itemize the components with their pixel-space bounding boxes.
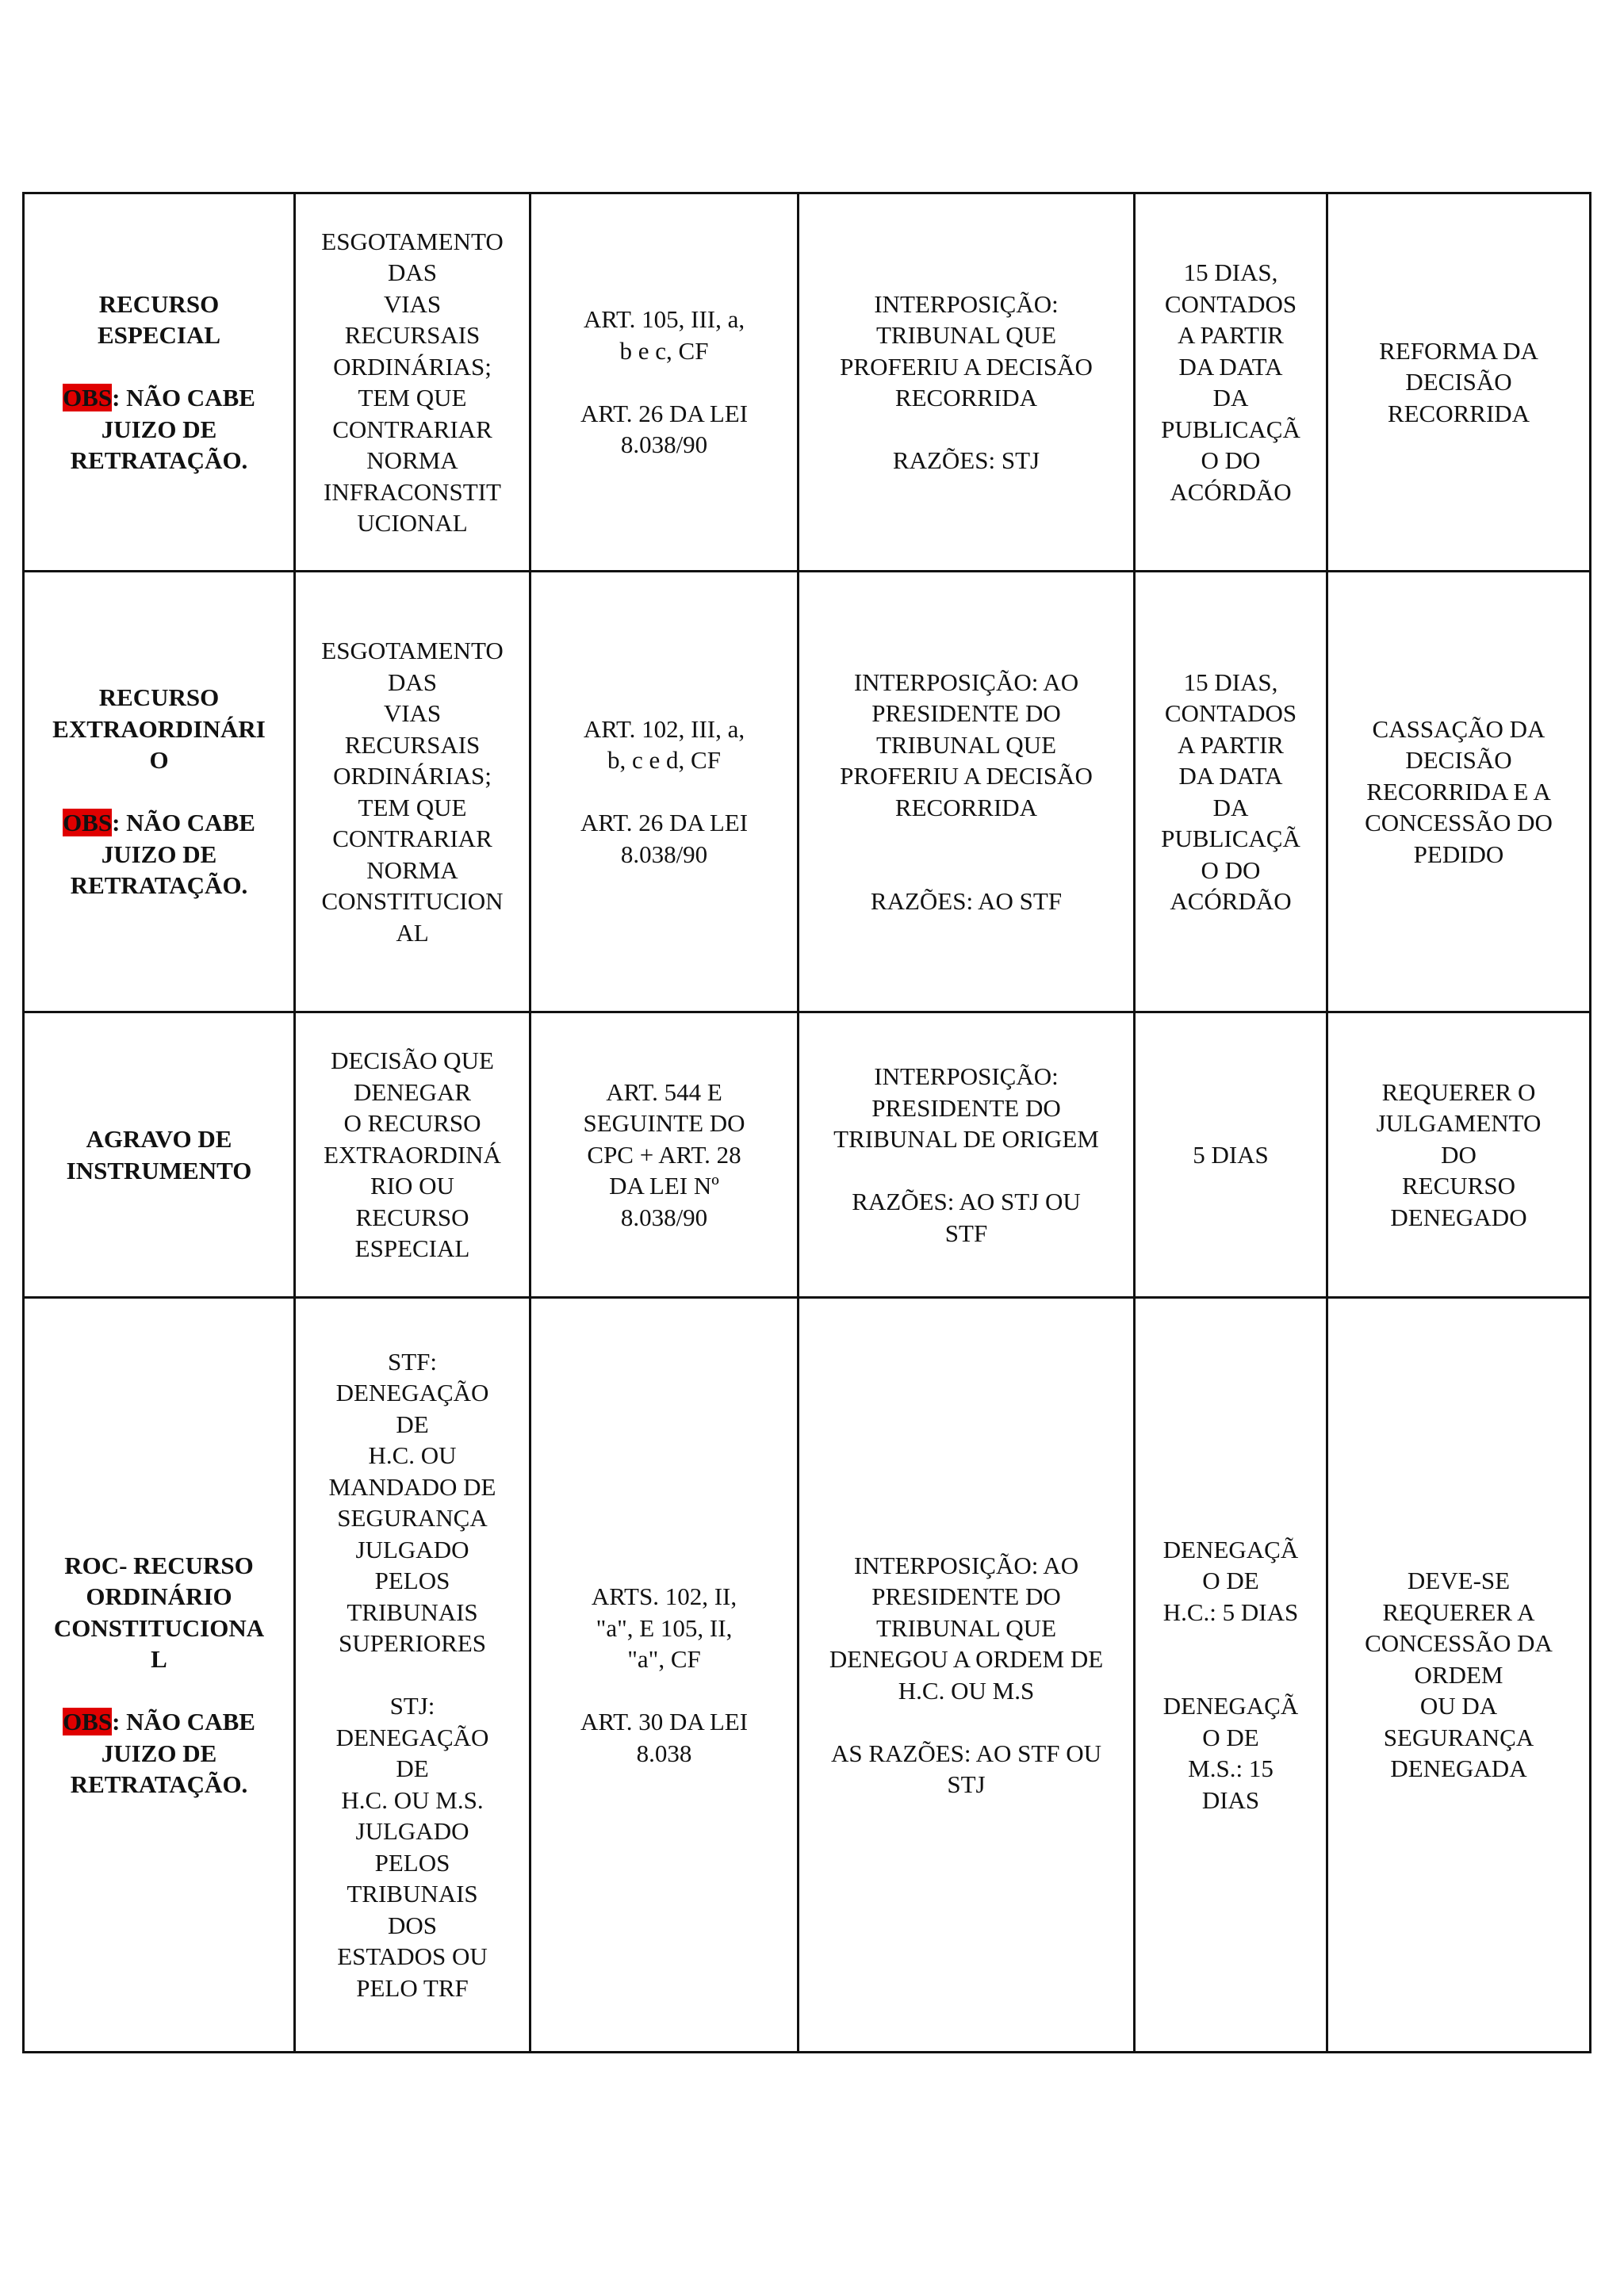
cabimento-cell [295,1012,530,1298]
cell-text-line: REQUERER O [1381,1077,1536,1106]
recursos-table [22,192,1591,2053]
cell-text-line: TRIBUNAL QUE [875,321,1057,349]
pedido-cell [1327,1298,1591,2053]
cell-text-line: TRIBUNAIS [347,1880,478,1908]
cell-text-line: DA DATA [1178,762,1283,790]
cell-text-line: DIAS [1201,1785,1260,1814]
cell-text-line: PRESIDENTE DO [871,1093,1061,1122]
cabimento-cell [295,1298,530,2053]
cell-text-line: OU DA [1419,1692,1498,1720]
cell-text-line: REFORMA DA [1379,336,1538,365]
cell-text-line: CONTRARIAR [332,825,492,852]
cell-text-line: DEVE-SE [1407,1567,1511,1595]
cell-text-line: INTERPOSIÇÃO: AO [853,1551,1079,1579]
recurso-name-cell [24,572,295,1012]
prazo-cell [1135,193,1327,572]
cell-text-line: DENEGAÇÃ [1162,1535,1299,1563]
cell-text-line: CPC + ART. 28 [587,1140,741,1169]
cell-text-line: STF [944,1219,988,1247]
cell-text-line: DA [1212,384,1249,411]
cell-text-line: CONTADOS [1164,699,1297,727]
cell-text-line: DA [1212,793,1249,821]
recurso-title-line: INSTRUMENTO [66,1156,252,1184]
document-page [22,192,1589,2053]
cell-text-line: H.C. OU M.S [898,1676,1035,1705]
obs-note-line: RETRATAÇÃO. [70,1770,248,1798]
cell-text-line: MANDADO DE [328,1472,496,1501]
cell-text-line: SEGURANÇA [1383,1723,1534,1751]
interposicao-cell [799,572,1135,1012]
cell-text-line: A PARTIR [1178,730,1284,759]
cell-text-line: TRIBUNAL QUE [875,730,1057,759]
cell-text-line: JULGAMENTO [1376,1109,1542,1138]
cell-text-line: RECURSAIS [344,730,481,759]
cell-text-line: ART. 26 DA LEI [580,809,749,837]
cell-text-line: PROFERIU A DECISÃO [840,352,1093,381]
cell-text-line: RAZÕES: STJ [892,446,1040,474]
cell-text-line: M.S.: 15 [1188,1755,1274,1783]
prazo-cell [1135,1012,1327,1298]
cell-text-line: DENEGAÇÃO [335,1379,489,1407]
cell-text-line: RECORRIDA [894,384,1038,411]
cell-text-line: DAS [387,258,437,286]
cell-text-line: PRESIDENTE DO [871,1582,1061,1610]
cell-text-line: H.C.: 5 DIAS [1162,1598,1299,1626]
cell-text-line: UCIONAL [357,509,468,537]
cell-text-line: PELOS [374,1567,450,1595]
cell-text-line: ART. 105, III, a, [583,305,745,334]
obs-note-line: JUIZO DE [101,1739,217,1767]
cell-text-line: DECISÃO [1405,368,1512,396]
cell-text-line: CONSTITUCION [321,887,504,915]
cell-text-line: TRIBUNAL QUE [875,1613,1057,1642]
cell-text-line: ESTADOS OU [337,1942,488,1971]
fundamento-cell [530,572,799,1012]
cell-text-line: DENEGADA [1390,1755,1527,1783]
cell-text-line: PROFERIU A DECISÃO [840,762,1093,790]
cell-text-line: DENEGOU A ORDEM DE [829,1645,1104,1673]
prazo-cell [1135,1298,1327,2053]
cell-text-line: PELOS [374,1848,450,1877]
obs-label: OBS [63,809,113,837]
recurso-title-line: EXTRAORDINÁRI [52,714,266,743]
obs-text: : NÃO CABE [112,809,255,837]
recurso-name-cell [24,1298,295,2053]
cell-text-line: REQUERER A [1382,1598,1535,1626]
cell-text-line: DA LEI Nº [609,1172,719,1200]
cell-text-line: TRIBUNAL DE ORIGEM [833,1125,1099,1153]
cell-text-line: O RECURSO [343,1109,481,1138]
cell-text-line: RECORRIDA [894,793,1038,821]
recurso-title-line: ROC- RECURSO [64,1551,254,1579]
pedido-cell [1327,1012,1591,1298]
cell-text-line: RECURSO [355,1203,469,1231]
cell-text-line: RAZÕES: AO STF [870,887,1063,915]
cell-text-line: PUBLICAÇÃ [1161,825,1300,852]
cell-text-line: CONCESSÃO DA [1365,1629,1553,1658]
cell-text-line: JULGADO [355,1817,469,1846]
cell-text-line: RIO OU [370,1172,454,1200]
table-row [24,1298,1591,2053]
cell-text-line: STJ [947,1770,986,1798]
cell-text-line: H.C. OU [368,1441,457,1470]
cell-text-line: SEGUINTE DO [583,1109,745,1138]
cell-text-line: H.C. OU M.S. [341,1785,484,1814]
cell-text-line: 5 DIAS [1193,1140,1269,1169]
obs-note-line [33,382,285,414]
obs-label: OBS [63,384,113,411]
cell-text-line: b, c e d, CF [607,746,721,775]
cell-text-line: AL [396,918,429,947]
recurso-title-line: ORDINÁRIO [86,1582,232,1610]
recurso-title-line: RECURSO [98,683,220,712]
obs-note-line: RETRATAÇÃO. [70,446,248,474]
cell-text-line: RECORRIDA [1387,399,1530,427]
cell-text-line: ESGOTAMENTO [321,227,504,255]
cell-text-line: DECISÃO [1405,746,1512,775]
cell-text-line: ORDINÁRIAS; [333,352,492,381]
cell-text-line: CONCESSÃO DO [1365,809,1553,837]
cell-text-line: CONTRARIAR [332,415,492,443]
cell-text-line: TEM QUE [358,793,467,821]
cell-text-line: O DO [1201,446,1261,474]
cell-text-line: ESGOTAMENTO [321,637,504,664]
obs-note-line: RETRATAÇÃO. [70,871,248,900]
cell-text-line: EXTRAORDINÁ [324,1140,501,1169]
cell-text-line: DOS [387,1911,437,1939]
cell-text-line: DENEGADO [1390,1203,1527,1231]
cell-text-line: 8.038/90 [620,430,708,459]
cell-text-line: ACÓRDÃO [1170,477,1292,506]
cell-text-line: TRIBUNAIS [347,1598,478,1626]
cabimento-cell [295,572,530,1012]
cell-text-line: TEM QUE [358,384,467,411]
cell-text-line: ART. 544 E [606,1077,722,1106]
cell-text-line: INFRACONSTIT [324,477,501,506]
fundamento-cell [530,1298,799,2053]
cell-text-line: DA DATA [1178,352,1283,381]
obs-text: : NÃO CABE [112,384,255,411]
cell-text-line: ART. 30 DA LEI [580,1708,749,1735]
cell-text-line: INTERPOSIÇÃO: [874,289,1059,318]
cell-text-line: 15 DIAS, [1183,258,1278,286]
recurso-title-line: CONSTITUCIONA [53,1613,265,1642]
cell-text-line: RECORRIDA E A [1366,777,1551,806]
cell-text-line: PEDIDO [1413,840,1504,868]
cell-text-line: "a", CF [627,1645,701,1673]
cell-text-line: PRESIDENTE DO [871,699,1061,727]
table-body [24,193,1591,2053]
recurso-title-line: L [151,1645,167,1673]
cell-text-line: CONTADOS [1164,289,1297,318]
cell-text-line: RAZÕES: AO STJ OU [852,1188,1081,1215]
cell-text-line: DAS [387,668,437,696]
obs-note-line: JUIZO DE [101,840,217,868]
cell-text-line: JULGADO [355,1535,469,1563]
table-row [24,1012,1591,1298]
cell-text-line: SEGURANÇA [337,1504,488,1533]
cell-text-line: ORDINÁRIAS; [333,762,492,790]
cell-text-line: RECURSAIS [344,321,481,349]
cell-text-line: DENEGAÇÃO [335,1723,489,1751]
table-row [24,572,1591,1012]
cell-text-line: DE [396,1410,429,1438]
recurso-name-cell [24,1012,295,1298]
recurso-title-line: O [149,746,169,775]
cell-text-line: INTERPOSIÇÃO: [874,1062,1059,1090]
cell-text-line: NORMA [366,855,458,884]
cell-text-line: VIAS [383,699,442,727]
cell-text-line: DENEGAR [353,1077,472,1106]
cell-text-line: DO [1441,1140,1477,1169]
cabimento-cell [295,193,530,572]
cell-text-line: O DO [1201,855,1261,884]
cell-text-line: "a", E 105, II, [596,1613,733,1642]
cell-text-line: DECISÃO QUE [331,1047,494,1075]
cell-text-line: A PARTIR [1178,321,1284,349]
fundamento-cell [530,1012,799,1298]
obs-note-line [33,807,285,839]
cell-text-line: 15 DIAS, [1183,668,1278,696]
pedido-cell [1327,572,1591,1012]
cell-text-line: DE [396,1755,429,1783]
cell-text-line: STF: [387,1347,438,1376]
interposicao-cell [799,1012,1135,1298]
cell-text-line: 8.038/90 [620,840,708,868]
cell-text-line: O DE [1202,1567,1259,1595]
interposicao-cell [799,1298,1135,2053]
cell-text-line: VIAS [383,289,442,318]
cell-text-line: AS RAZÕES: AO STF OU [830,1739,1102,1767]
recurso-title-line: AGRAVO DE [86,1125,232,1153]
recurso-title-line: ESPECIAL [97,321,221,349]
cell-text-line: PUBLICAÇÃ [1161,415,1300,443]
cell-text-line: 8.038/90 [620,1203,708,1231]
obs-note-line: JUIZO DE [101,415,217,443]
cell-text-line: ACÓRDÃO [1170,887,1292,915]
cell-text-line: DENEGAÇÃ [1162,1692,1299,1720]
cell-text-line: PELO TRF [356,1973,469,2002]
interposicao-cell [799,193,1135,572]
fundamento-cell [530,193,799,572]
cell-text-line: RECURSO [1402,1172,1515,1200]
obs-label: OBS [63,1708,113,1735]
pedido-cell [1327,193,1591,572]
prazo-cell [1135,572,1327,1012]
recurso-name-cell [24,193,295,572]
obs-note-line [33,1706,285,1738]
recurso-title-line: RECURSO [98,289,220,318]
cell-text-line: ART. 102, III, a, [583,714,745,743]
cell-text-line: ARTS. 102, II, [591,1582,737,1610]
cell-text-line: ART. 26 DA LEI [580,399,749,427]
obs-text: : NÃO CABE [112,1708,255,1735]
cell-text-line: INTERPOSIÇÃO: AO [853,668,1079,696]
cell-text-line: STJ: [389,1692,435,1720]
cell-text-line: SUPERIORES [338,1629,487,1658]
cell-text-line: ESPECIAL [354,1234,470,1263]
table-row [24,193,1591,572]
cell-text-line: ORDEM [1414,1660,1503,1689]
cell-text-line: 8.038 [636,1739,692,1767]
cell-text-line: CASSAÇÃO DA [1372,714,1545,743]
cell-text-line: O DE [1202,1723,1259,1751]
cell-text-line: b e c, CF [619,336,709,365]
cell-text-line: NORMA [366,446,458,474]
